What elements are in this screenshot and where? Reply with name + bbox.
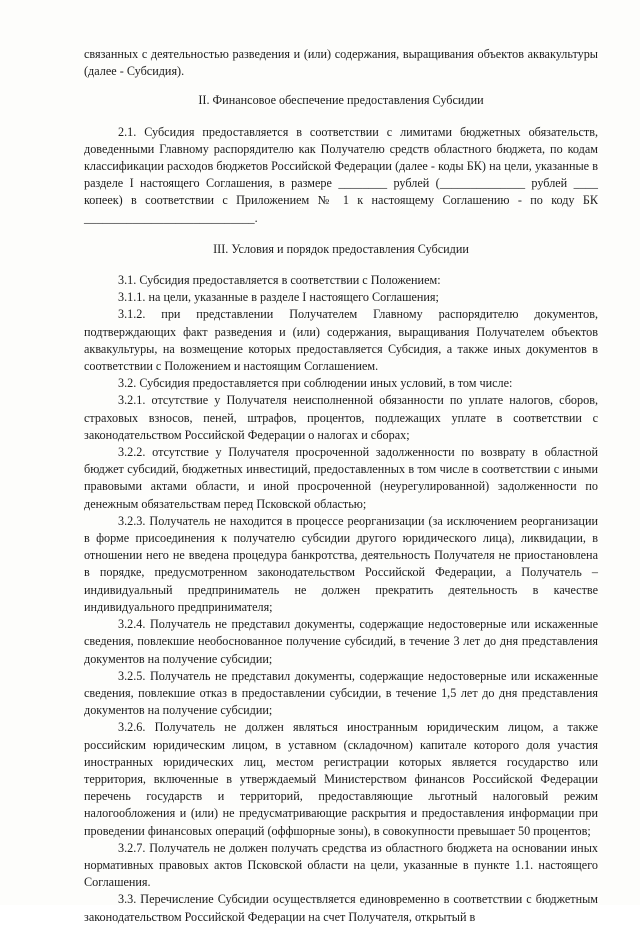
paragraph-3-2-6: 3.2.6. Получатель не должен являться иностранным юридическим лицом, а также российским юридическим лицом, в уставном (складочном) капитале которого доля участия иностранных юридических лиц, местом регистрации которых является государство или территория, включенные в утверждаемый Министерством финансов Российской Федерации перечень государств и территорий, предоставляющие льготный налоговый режим налогообложения и (или) не предусматривающие раскрытия и предоставления информации при проведении финансовых операций (оффшорные зоны), в совокупности превышает 50 процентов; — [84, 720, 598, 838]
paragraph-3-1-2: 3.1.2. при представлении Получателем Главному распорядителю документов, подтверждающих факт разведения и (или) содержания, выращивания Получателем объектов аквакультуры, на возмещение которых предоставляется Субсидия, а также иных документов в соответствии с Положением и настоящим Соглашением. — [84, 307, 598, 374]
paragraph-3-1-1: 3.1.1. на цели, указанные в разделе I настоящего Соглашения; — [118, 290, 439, 305]
paragraph-3-2-3: 3.2.3. Получатель не находится в процессе реорганизации (за исключением реорганизации в форме присоединения к получателю субсидии другого юридического лица), ликвидации, в отношении него не введена процедура банкротства, деятельность Получателя не приостановлена в порядке, предусмотренном законодательством Российской Федерации, а Получатель – индивидуальный предприниматель не должен прекратить деятельность в качестве индивидуального предпринимателя; — [84, 513, 598, 614]
paragraph-3-2-7: 3.2.7. Получатель не должен получать средства из областного бюджета на основании иных нормативных правовых актов Псковской области на цели, указанные в пункте 1.1. настоящего Соглашения. — [84, 840, 598, 890]
paragraph-3-2: 3.2. Субсидия предоставляется при соблюдении иных условий, в том числе: — [118, 376, 513, 391]
paragraph-3-2-2: 3.2.2. отсутствие у Получателя просроченной задолженности по возврату в областной бюджет субсидий, бюджетных инвестиций, предоставленных в том числе в соответствии с иными правовыми актами области, и иной просроченной (неурегулированной) задолженности по денежным обязательствам перед Псковской областью; — [84, 445, 598, 511]
paragraph-3-2-5: 3.2.5. Получатель не представил документы, содержащие недостоверные или искаженные сведения, повлекшие отказ в предоставлении субсидии, в течение 1,5 лет до дня представления документов на получение субсидии; — [84, 668, 598, 718]
section-3-heading: III. Условия и порядок предоставления Субсидии — [213, 241, 469, 256]
intro-continuation-paragraph: связанных с деятельностью разведения и (или) содержания, выращивания объектов аквакультуры (далее - Субсидия). — [84, 47, 598, 79]
paragraph-2-1: 2.1. Субсидия предоставляется в соответствии с лимитами бюджетных обязательств, доведенными Главному распорядителю как Получателю средств областного бюджета, по кодам классификации расходов бюджетов Российской Федерации (далее - коды БК) на цели, указанные в разделе I настоящего Соглашения, в размере ________ рублей (______________ рублей ____ копеек) в соответствии с Приложением № 1 к настоящему Соглашению - по коду БК ____________________________. — [84, 124, 598, 225]
paragraph-3-2-1: 3.2.1. отсутствие у Получателя неисполненной обязанности по уплате налогов, сборов, страховых взносов, пеней, штрафов, процентов, подлежащих уплате в соответствии с законодательством Российской Федерации о налогах и сборах; — [84, 393, 598, 442]
document-body — [84, 46, 598, 926]
paragraph-3-2-4: 3.2.4. Получатель не представил документы, содержащие недостоверные или искаженные сведения, повлекшие необоснованное получение субсидий, в течение 3 лет до дня представления документов на получение субсидии; — [84, 617, 598, 666]
paragraph-3-1: 3.1. Субсидия предоставляется в соответствии с Положением: — [118, 273, 441, 288]
paragraph-3-3: 3.3. Перечисление Субсидии осуществляется единовременно в соответствии с бюджетным законодательством Российской Федерации на счет Получателя, открытый в — [84, 892, 598, 924]
section-2-heading: II. Финансовое обеспечение предоставления Субсидии — [198, 93, 484, 108]
